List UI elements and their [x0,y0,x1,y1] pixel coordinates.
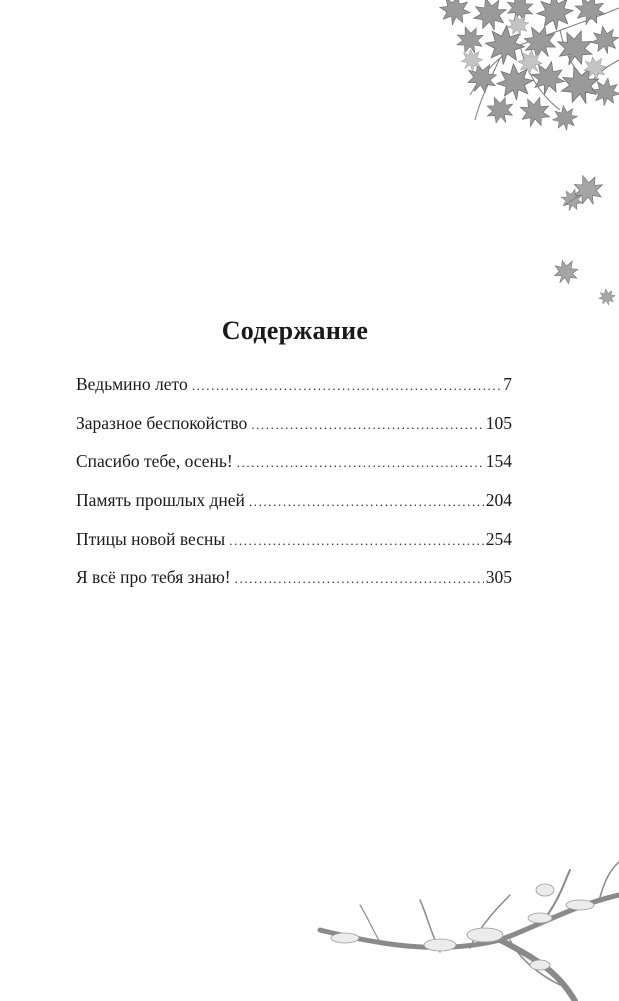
toc-entry-page: 254 [485,528,512,549]
toc-leader-dots [249,490,484,514]
page-title: Содержание [221,316,369,345]
toc-entry[interactable] [76,372,512,411]
toc-entry-title: Ведьмино лето [76,374,188,394]
toc-entry-page: 7 [503,374,512,394]
toc-entry-page: 305 [485,567,512,588]
toc-entry[interactable] [76,449,512,488]
toc-list [76,372,512,604]
toc-entry-title: Птицы новой весны [76,528,226,549]
snowy-branch-illustration [0,850,619,1001]
toc-leader-dots [192,374,502,398]
toc-entry-title: Я всё про тебя знаю! [76,567,231,588]
toc-entry-page: 204 [485,490,512,511]
toc-entry[interactable] [76,411,512,450]
toc-leader-dots [229,529,484,553]
toc-leader-dots [235,567,484,591]
toc-entry-page: 105 [485,412,512,433]
toc-entry-title: Память прошлых дней [76,490,245,511]
toc-entry-title: Заразное беспокойство [76,412,248,433]
toc-leader-dots [251,413,484,437]
toc-entry[interactable] [76,565,512,604]
toc-leader-dots [237,451,484,475]
toc-entry[interactable] [76,527,512,566]
toc-entry[interactable] [76,488,512,527]
maple-leaves-illustration [0,0,619,320]
toc-entry-page: 154 [485,451,512,472]
toc-entry-title: Спасибо тебе, осень! [76,451,233,472]
